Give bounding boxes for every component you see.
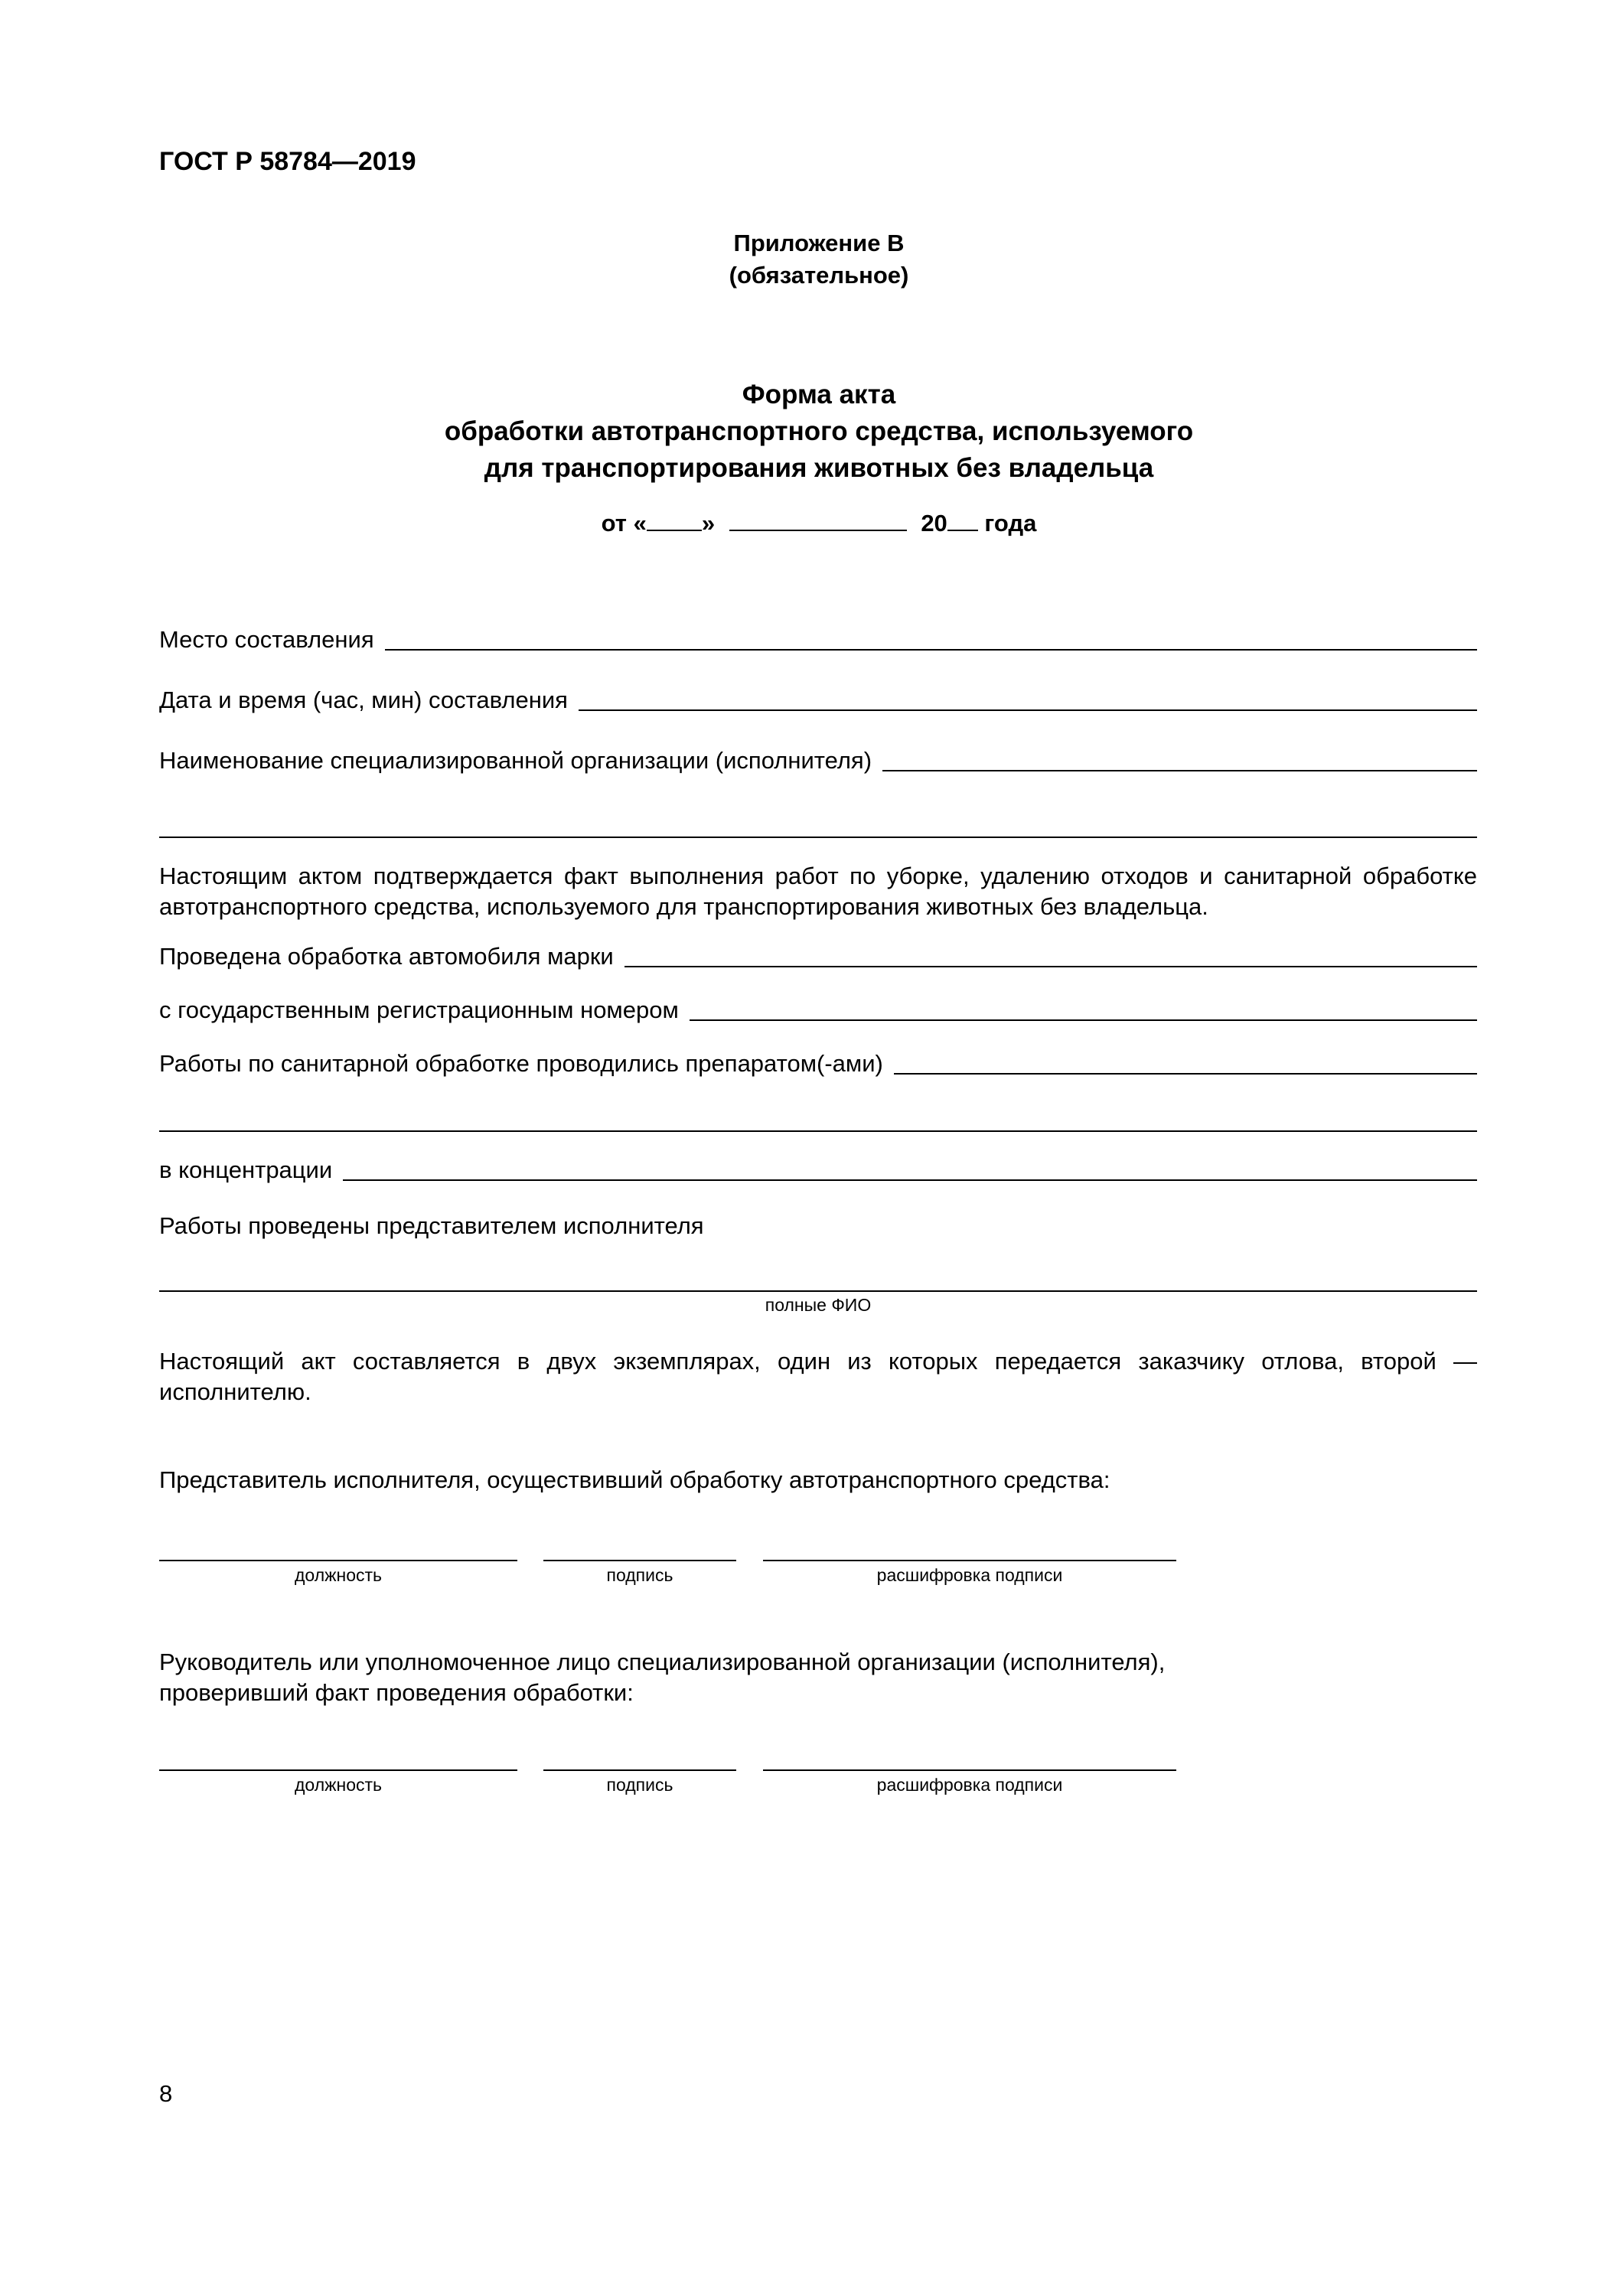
- full-name-line[interactable]: [159, 1290, 1477, 1292]
- reg-number-label: с государственным регистрационным номером: [159, 996, 679, 1023]
- preparation-field: [159, 1050, 1477, 1078]
- confirmation-paragraph: Настоящим актом подтверждается факт выполнения работ по уборке, удалению отходов и санитарной обработке автотранспортного средства, используемого для транспортирования животных без владельца.: [159, 863, 1477, 920]
- form-title-line1: Форма акта: [742, 380, 896, 409]
- datetime-label: Дата и время (час, мин) составления: [159, 687, 568, 713]
- executor-signature-caption: подпись: [606, 1565, 673, 1585]
- concentration-input-line[interactable]: [343, 1179, 1477, 1181]
- concentration-field: [159, 1156, 1477, 1184]
- place-field: [159, 626, 1477, 654]
- executor-position-line[interactable]: [159, 1560, 517, 1561]
- executor-signature-line[interactable]: [543, 1560, 736, 1561]
- car-brand-input-line[interactable]: [624, 966, 1477, 967]
- day-blank[interactable]: [647, 507, 702, 531]
- concentration-label: в концентрации: [159, 1156, 333, 1183]
- organization-continuation-line[interactable]: [159, 837, 1477, 838]
- executor-signature-heading: Представитель исполнителя, осуществивший обработку автотранспортного средства:: [159, 1466, 1110, 1493]
- preparation-continuation-line[interactable]: [159, 1130, 1477, 1132]
- form-title: [0, 377, 1624, 487]
- date-quote-close: »: [701, 510, 716, 536]
- appendix-status: (обязательное): [729, 262, 909, 289]
- year-blank[interactable]: [947, 507, 978, 531]
- executor-decoding-caption: расшифровка подписи: [876, 1565, 1063, 1585]
- preparation-label: Работы по санитарной обработке проводились препаратом(-ами): [159, 1050, 883, 1077]
- place-input-line[interactable]: [385, 649, 1477, 651]
- manager-position-line[interactable]: [159, 1769, 517, 1771]
- year-prefix: 20: [921, 510, 947, 536]
- manager-position-caption: должность: [294, 1775, 383, 1795]
- manager-signature-heading: [159, 1647, 1477, 1708]
- preparation-input-line[interactable]: [894, 1073, 1477, 1075]
- page-number: 8: [159, 2080, 173, 2107]
- appendix-heading: [0, 227, 1624, 292]
- manager-heading-line2: проверивший факт проведения обработки:: [159, 1679, 634, 1706]
- manager-heading-line1: Руководитель или уполномоченное лицо специализированной организации (исполнителя),: [159, 1649, 1166, 1675]
- date-line: [0, 507, 1624, 537]
- standard-number: ГОСТ Р 58784—2019: [159, 147, 416, 176]
- organization-field: [159, 747, 1477, 775]
- manager-signature-caption: подпись: [606, 1775, 673, 1795]
- executor-position-caption: должность: [294, 1565, 383, 1585]
- form-title-line3: для транспортирования животных без владельца: [484, 453, 1154, 483]
- copies-paragraph: Настоящий акт составляется в двух экземплярах, один из которых передается заказчику отлова, второй — исполнителю.: [159, 1348, 1477, 1405]
- reg-number-field: [159, 996, 1477, 1024]
- executor-decoding-line[interactable]: [763, 1560, 1176, 1561]
- month-blank[interactable]: [729, 507, 907, 531]
- date-prefix: от «: [601, 510, 647, 536]
- year-suffix: года: [984, 510, 1037, 536]
- form-title-line2: обработки автотранспортного средства, используемого: [444, 416, 1194, 446]
- car-brand-field: [159, 943, 1477, 970]
- performed-by-label: Работы проведены представителем исполнителя: [159, 1212, 704, 1239]
- manager-decoding-line[interactable]: [763, 1769, 1176, 1771]
- manager-signature-line[interactable]: [543, 1769, 736, 1771]
- reg-number-input-line[interactable]: [690, 1019, 1477, 1021]
- place-label: Место составления: [159, 626, 374, 653]
- car-brand-label: Проведена обработка автомобиля марки: [159, 943, 614, 970]
- organization-label: Наименование специализированной организации (исполнителя): [159, 747, 872, 774]
- datetime-field: [159, 687, 1477, 714]
- full-name-caption: полные ФИО: [765, 1295, 872, 1315]
- organization-input-line[interactable]: [882, 770, 1477, 771]
- appendix-title: Приложение В: [733, 230, 905, 256]
- manager-decoding-caption: расшифровка подписи: [876, 1775, 1063, 1795]
- datetime-input-line[interactable]: [579, 709, 1477, 711]
